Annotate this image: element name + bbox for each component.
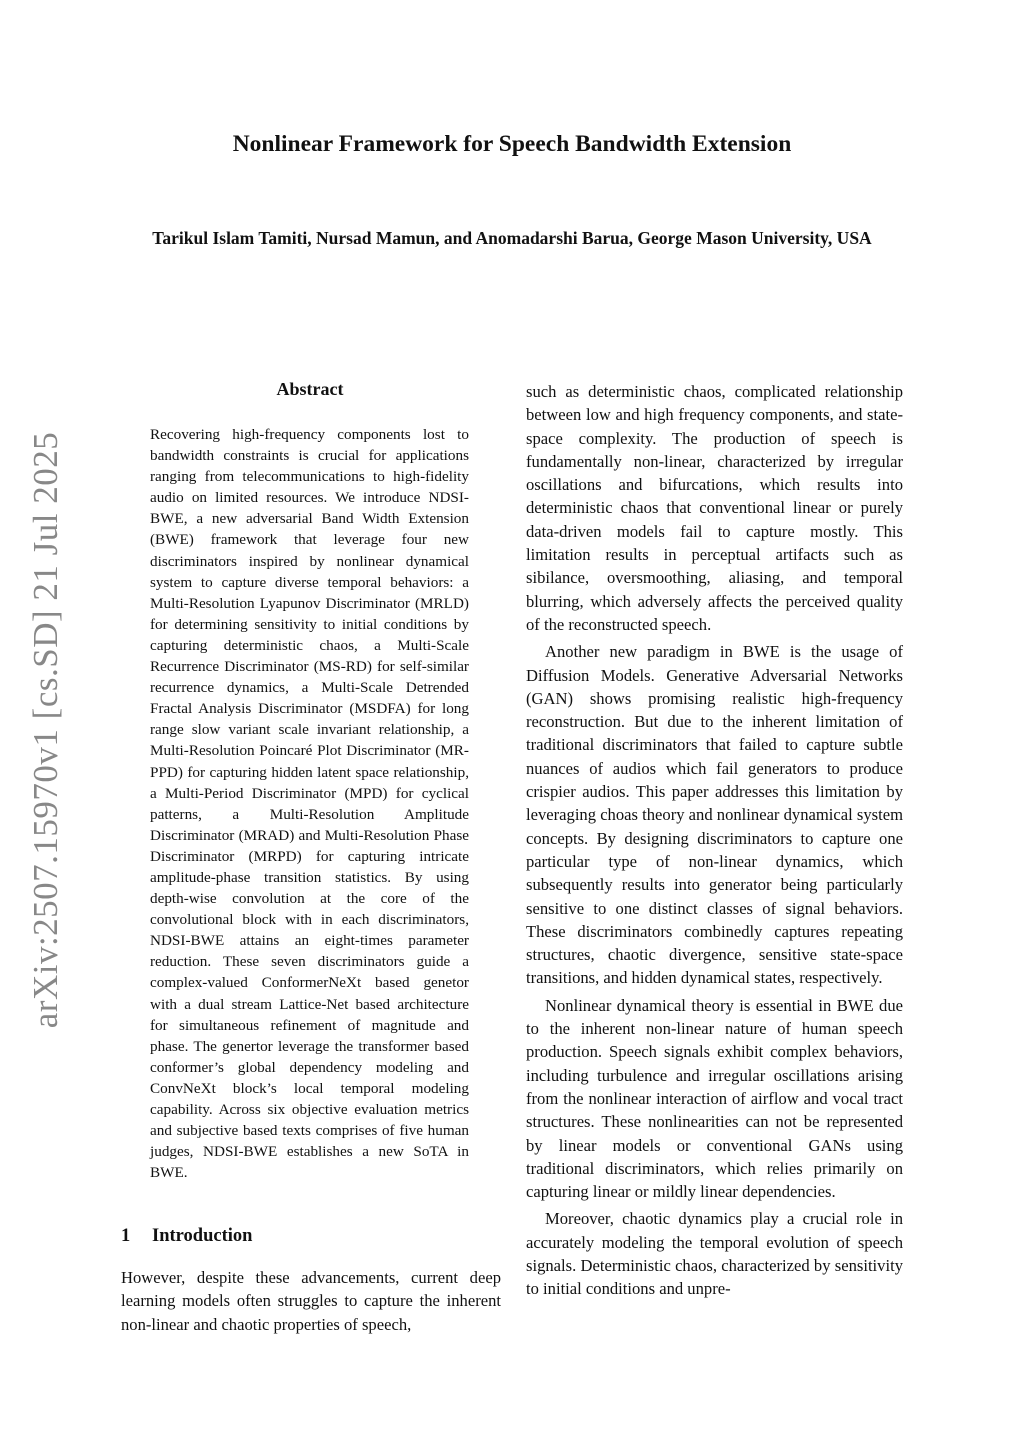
body-paragraph: Another new paradigm in BWE is the usage of Diffusion Models. Generative Adversarial Networks (GAN) shows promising realistic high-frequency reconstruction. But due to the inherent limitation of traditional discriminators that failed to capture subtle nuances of audios which fail generators to produce crispier audios. This paper addresses this limitation by leveraging choas theory and nonlinear dynamical system concepts. By designing discriminators to capture one particular type of non-linear dynamics, which subsequently results into generator being particularly sensitive to one distinct classes of signal behaviors. These discriminators combinedly captures repeating structures, chaotic divergence, sensitive state-space transitions, and hidden dynamical states, respectively.: [526, 642, 903, 988]
section-heading-introduction: [121, 1226, 252, 1247]
body-paragraph: Nonlinear dynamical theory is essential in BWE due to the inherent non-linear nature of human speech production. Speech signals exhibit complex behaviors, including turbulence and irregular oscillations arising from the nonlinear interaction of airflow and vocal tract structures. These nonlinearities can not be represented by linear models or conventional GANs using traditional discriminators, which relies primarily on capturing linear or mildly linear dependencies.: [526, 995, 903, 1202]
abstract-heading: Abstract: [276, 379, 344, 399]
paper-title: Nonlinear Framework for Speech Bandwidth Extension: [232, 131, 792, 157]
body-paragraph: Moreover, chaotic dynamics play a crucial role in accurately modeling the temporal evolution of speech signals. Deterministic chaos, characterized by sensitivity to initial conditions and unpre-: [526, 1209, 903, 1299]
body-paragraph: such as deterministic chaos, complicated relationship between low and high frequency components, and state-space complexity. The production of speech is fundamentally non-linear, characterized by irregular oscillations and bifurcations, which results into deterministic chaos that conventional linear or purely data-driven models fail to capture mostly. This limitation results in perceptual artifacts such as sibilance, oversmoothing, aliasing, and temporal blurring, which adversely affects the perceived quality of the reconstructed speech.: [526, 382, 903, 634]
section-title: Introduction: [152, 1226, 253, 1246]
author-line: Tarikul Islam Tamiti, Nursad Mamun, and Anomadarshi Barua, George Mason University, USA: [152, 228, 872, 248]
arxiv-identifier-stamp: arXiv:2507.15970v1 [cs.SD] 21 Jul 2025: [26, 431, 65, 1029]
abstract-text: Recovering high-frequency components lost to bandwidth constraints is crucial for applications ranging from telecommunications to high-fidelity audio on limited resources. We introduce NDSI-BWE, a new adversarial Band Width Extension (BWE) framework that leverage four new discriminators inspired by nonlinear dynamical system to capture diverse temporal behaviors: a Multi-Resolution Lyapunov Discriminator (MRLD) for determining sensitivity to initial conditions by capturing deterministic chaos, a Multi-Scale Recurrence Discriminator (MS-RD) for self-similar recurrence dynamics, a Multi-Scale Detrended Fractal Analysis Discriminator (MSDFA) for long range slow variant scale invariant relationship, a Multi-Resolution Poincaré Plot Discriminator (MR-PPD) for capturing hidden latent space relationship, a Multi-Period Discriminator (MPD) for cyclical patterns, a Multi-Resolution Amplitude Discriminator (MRAD) and Multi-Resolution Phase Discriminator (MRPD) for capturing intricate amplitude-phase transition statistics. By using depth-wise convolution at the core of the convolutional block with in each discriminators, NDSI-BWE attains an eight-times parameter reduction. These seven discriminators guide a complex-valued ConformerNeXt based genetor with a dual stream Lattice-Net based architecture for simultaneous refinement of magnitude and phase. The genertor leverage the transformer based conformer’s global dependency modeling and ConvNeXt block’s local temporal modeling capability. Across six objective evaluation metrics and subjective based texts comprises of five human judges, NDSI-BWE establishes a new SoTA in BWE.: [150, 426, 469, 1182]
introduction-paragraph-left: However, despite these advancements, current deep learning models often struggles to capture the inherent non-linear and chaotic properties of speech,: [121, 1268, 501, 1334]
right-column: [526, 380, 903, 1301]
section-number: 1: [121, 1226, 131, 1246]
